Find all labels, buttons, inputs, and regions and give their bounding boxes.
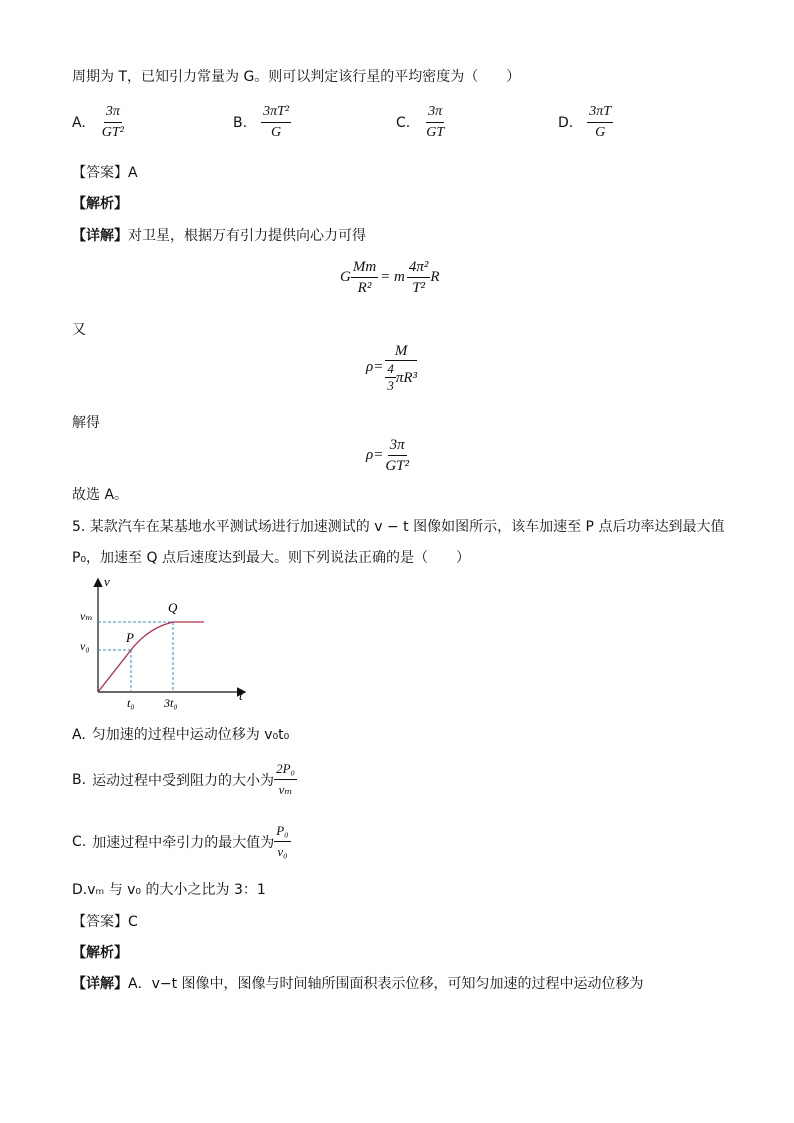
q5-option-c[interactable]: C. 加速过程中牵引力的最大值为 $\frac{\text{P₀}}{\text{v₀}}$ [72,823,289,859]
q4-conclusion: 故选 A。 [72,487,129,503]
q5-analysis-heading: 【解析】 [72,945,128,961]
q4-jiede: 解得 [72,415,100,431]
q4-detail: 【详解】对卫星，根据万有引力提供向心力可得 [72,228,366,244]
q5-stem-line2: P₀，加速至 Q 点后速度达到最大。则下列说法正确的是（ ） [72,550,470,566]
option-fraction: $\frac{3\pi T}{G}$ [589,104,612,140]
q4-option-d[interactable] [558,103,613,142]
velocity-curve [98,622,204,692]
equation-gravity-centripetal: G $\frac{Mm}{\text{R²}}$ = m $\frac{\text{4π²}}{\text{T²}}$ R [340,259,440,296]
q5-detail: 【详解】A．v−t 图像中，图像与时间轴所围面积表示位移，可知匀加速的过程中运动位移为 [72,976,644,992]
tick-label-t0: t₀ [127,696,135,710]
q4-stem-tail: 周期为 T，已知引力常量为 G。则可以判定该行星的平均密度为（ ） [72,69,521,85]
option-fraction: $\frac{\text{3πT²}}{G}$ [263,104,290,140]
option-label: D. [558,114,574,131]
tick-label-vm: vₘ [80,609,93,623]
q5-option-b[interactable]: B. 运动过程中受到阻力的大小为 $\frac{\text{2P₀}}{\text{vₘ}}$ [72,761,296,797]
axis-label-v: v [104,574,110,589]
q5-option-d[interactable]: D.vₘ 与 v₀ 的大小之比为 3：1 [72,882,266,898]
point-label-q: Q [168,600,178,615]
option-fraction: $\frac{3\pi}{GT}$ [426,104,445,140]
point-label-p: P [126,630,134,645]
q4-answer: 【答案】A [72,165,138,181]
equation-density-result: ρ= $\frac{3\pi}{\text{GT²}}$ [366,437,409,474]
option-fraction: $\frac{3\pi}{\text{GT²}}$ [101,104,124,140]
option-label: A. [72,114,86,131]
q5-stem-line1: 5. 某款汽车在某基地水平测试场进行加速测试的 v − t 图像如图所示，该车加速至 P 点后功率达到最大值 [72,519,725,535]
vt-graph [76,574,256,714]
tick-label-3t0: 3t₀ [164,696,178,710]
q4-you: 又 [72,322,86,338]
option-label: B. [233,114,248,131]
tick-label-v0: v₀ [80,639,90,653]
q4-option-c[interactable] [396,103,446,142]
q4-option-b[interactable] [233,103,291,142]
axis-label-t: t [239,688,243,703]
equation-density-definition: ρ= M $\frac{4}{3}$ πR³ [366,343,418,393]
q4-analysis-heading: 【解析】 [72,196,128,212]
q5-option-a[interactable]: A. 匀加速的过程中运动位移为 v₀t₀ [72,727,290,743]
q5-answer: 【答案】C [72,914,138,930]
option-label: C. [396,114,411,131]
q4-option-a[interactable] [72,103,126,142]
